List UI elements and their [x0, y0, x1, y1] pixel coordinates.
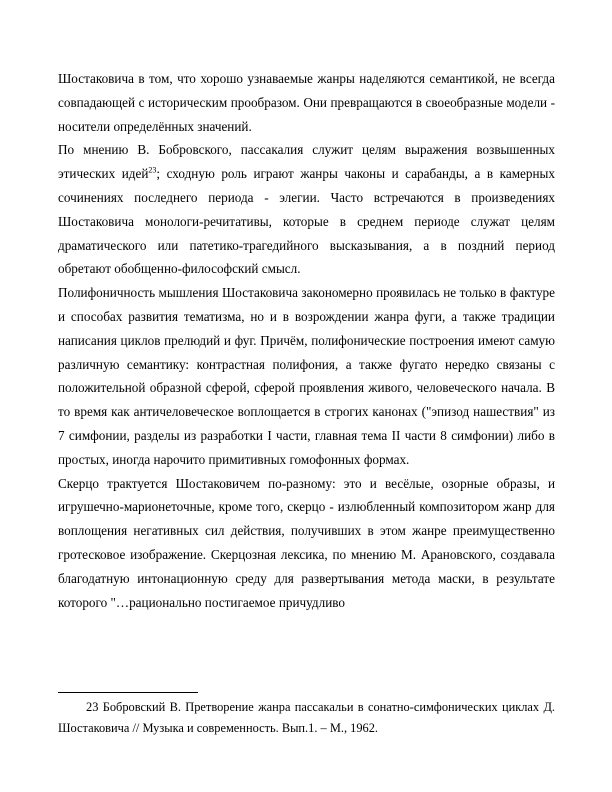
paragraph-3: Полифоничность мышления Шостаковича закономерно проявилась не только в фактуре и способах развития тематизма, но и в возрождении жанра фуги, а также традиции написания циклов прелюдий и фуг. Причём, полифонические построения имеют самую различную семантику: контрастная полифония, а также фугато нередко связаны с положительной образной сферой, сферой проявления живого, человеческого начала. В то время как античеловеческое воплощается в строгих канонах ("эпизод нашествия" из 7 симфонии, разделы из разработки I части, главная тема II части 8 симфонии) либо в простых, иногда нарочито примитивных гомофонных формах.	[58, 285, 555, 467]
footnote-number: 23	[86, 700, 99, 714]
paragraph-1: Шостаковича в том, что хорошо узнаваемые жанры наделяются семантикой, не всегда совпадающей с историческим прообразом. Они превращаются в своеобразные модели - носители определённых значений.	[58, 71, 555, 134]
footnote-reference[interactable]: 23	[148, 165, 157, 175]
paragraph-4: Скерцо трактуется Шостаковичем по-разному: это и весёлые, озорные образы, и игрушечно-марионеточные, кроме того, скерцо - излюбленный композитором жанр для воплощения негативных сил действия, получивших в этом жанре преимущественно гротесковое изображение. Скерцозная лексика, по мнению М. Арановского, создавала благодатную интонационную среду для развертывания метода маски, в результате которого "…рационально постигаемое причудливо	[58, 475, 555, 610]
main-text	[58, 67, 555, 614]
paragraph-2	[58, 138, 555, 281]
footnote	[58, 697, 555, 739]
paragraph-2-text-before: По мнению В. Бобровского, пассакалия служит целям выражения возвышенных этических идей	[58, 142, 555, 182]
footnote-separator	[58, 692, 198, 693]
footnote-text: Бобровский В. Претворение жанра пассакальи в сонатно-симфонических циклах Д. Шостаковича // Музыка и современность. Вып.1. – М., 1962.	[58, 700, 555, 735]
paragraph-2-text-after: ; сходную роль играют жанры чаконы и сарабанды, а в камерных сочинениях последнего периода - элегии. Часто встречаются в произведениях Шостаковича монологи-речитативы, которые в среднем периоде служат целям драматического или патетико-трагедийного высказывания, а в поздний период обретают обобщенно-философский смысл.	[58, 166, 555, 277]
